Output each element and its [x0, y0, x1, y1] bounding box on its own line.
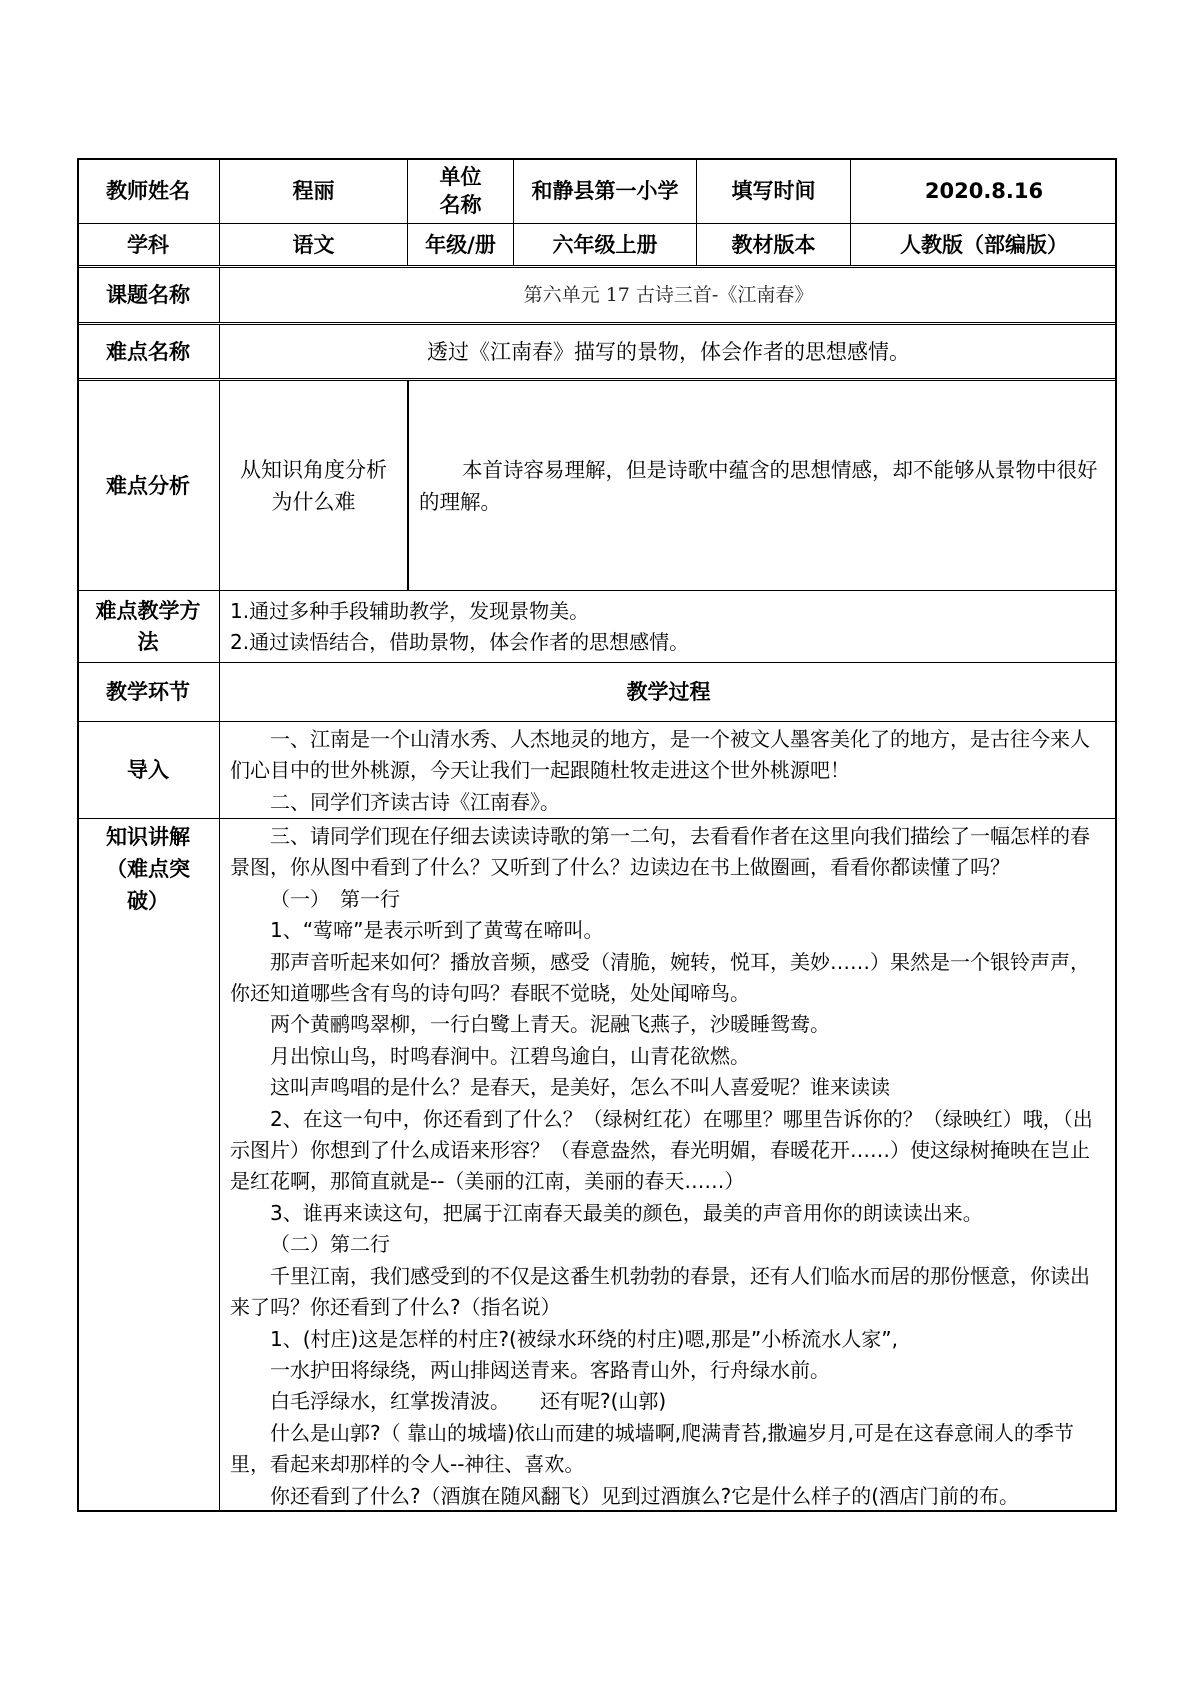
difficulty-label: 难点名称 [77, 325, 220, 378]
method-row [77, 591, 1117, 663]
knowledge-row [77, 819, 1117, 1512]
knowledge-paragraph: 1、(村庄)这是怎样的村庄?(被绿水环绕的村庄)嗯,那是”小桥流水人家”, [270, 1326, 898, 1351]
intro-content [230, 724, 1107, 818]
knowledge-paragraph: 1、“莺啼”是表示听到了黄莺在啼叫。 [270, 918, 604, 943]
grade-label: 年级/册 [408, 224, 514, 265]
knowledge-label-cell [77, 819, 220, 1512]
knowledge-paragraph: 三、请同学们现在仔细去读读诗歌的第一二句，去看看作者在这里向我们描绘了一幅怎样的春景图，你从图中看到了什么？又听到了什么？边读边在书上做圈画，看看你都读懂了吗？ [230, 824, 1090, 880]
knowledge-content [230, 821, 1107, 1512]
knowledge-paragraph: 这叫声鸣唱的是什么？是春天，是美好，怎么不叫人喜爱呢？谁来读读 [270, 1075, 890, 1100]
intro-paragraph: 一、江南是一个山清水秀、人杰地灵的地方，是一个被文人墨客美化了的地方，是古往今来人们心目中的世外桃源，今天让我们一起跟随杜牧走进这个世外桃源吧！ [230, 727, 1090, 783]
knowledge-paragraph: 一水护田将绿绕，两山排闼送青来。客路青山外，行舟绿水前。 [270, 1357, 830, 1382]
knowledge-paragraph: 你还看到了什么?（酒旗在随风翻飞）见到过酒旗么?它是什么样子的(酒店门前的布。 [270, 1483, 1020, 1508]
analysis-sublabel [220, 381, 409, 590]
analysis-label: 难点分析 [77, 381, 220, 590]
topic-row [77, 268, 1117, 325]
unit-name-value: 和静县第一小学 [514, 158, 697, 223]
method-items-list [230, 596, 689, 658]
unit-name-label-text: 单位名称 [439, 164, 482, 217]
method-label [77, 591, 220, 662]
analysis-value: 本首诗容易理解，但是诗歌中蕴含的思想情感，却不能够从景物中很好的理解。 [419, 457, 1098, 514]
knowledge-paragraph: 3、谁再来读这句，把属于江南春天最美的颜色，最美的声音用你的朗读读出来。 [270, 1200, 983, 1225]
method-item: 2.通过读悟结合，借助景物，体会作者的思想感情。 [230, 629, 690, 654]
intro-row [77, 722, 1117, 819]
analysis-sublabel-text: 从知识角度分析为什么难 [240, 457, 387, 514]
analysis-value-cell [409, 381, 1117, 590]
knowledge-paragraph: 两个黄鹂鸣翠柳，一行白鹭上青天。泥融飞燕子，沙暖睡鸳鸯。 [270, 1012, 830, 1037]
method-label-text: 难点教学方法 [95, 598, 201, 654]
knowledge-paragraph: 月出惊山鸟，时鸣春涧中。江碧鸟逾白，山青花欲燃。 [270, 1043, 750, 1068]
fill-time-value: 2020.8.16 [924, 178, 1044, 203]
process-header-row [77, 663, 1117, 722]
knowledge-subheading: （二）第二行 [270, 1232, 390, 1257]
knowledge-content-cell [220, 819, 1117, 1512]
subject-label: 学科 [77, 224, 220, 265]
method-item: 1.通过多种手段辅助教学，发现景物美。 [230, 598, 590, 623]
teacher-name-value: 程丽 [220, 158, 408, 223]
intro-content-cell [220, 722, 1117, 818]
process-label: 教学过程 [626, 680, 711, 704]
edition-label: 教材版本 [697, 224, 851, 265]
process-step-label: 教学环节 [77, 663, 220, 721]
knowledge-paragraph: 什么是山郭?（ 靠山的城墙)依山而建的城墙啊,爬满青苔,撒遍岁月,可是在这春意闹人的季节里，看起来却那样的令人--神往、喜欢。 [230, 1420, 1074, 1477]
teacher-name-label: 教师姓名 [77, 158, 220, 223]
fill-time-label: 填写时间 [697, 158, 851, 223]
grade-value: 六年级上册 [514, 224, 697, 265]
knowledge-paragraph: 那声音听起来如何？播放音频，感受（清脆，婉转，悦耳，美妙……）果然是一个银铃声声，你还知道哪些含有鸟的诗句吗？春眠不觉晓，处处闻啼鸟。 [230, 949, 1090, 1006]
knowledge-subheading: （一） 第一行 [270, 886, 400, 911]
subject-value: 语文 [220, 224, 408, 265]
unit-name-label [408, 158, 514, 223]
subject-row [77, 224, 1117, 268]
edition-value: 人教版（部编版） [900, 232, 1068, 257]
knowledge-paragraph: 2、在这一句中，你还看到了什么？（绿树红花）在哪里？哪里告诉你的？（绿映红）哦，（出示图片）你想到了什么成语来形容？（春意盎然，春光明媚，春暖花开……）使这绿树掩映在岂止是红花啊，那简直就是--（美丽的江南，美丽的春天……） [230, 1106, 1093, 1194]
intro-label: 导入 [77, 722, 220, 818]
method-items [220, 591, 1117, 662]
difficulty-value: 透过《江南春》描写的景物，体会作者的思想感情。 [427, 339, 910, 364]
knowledge-paragraph: 千里江南，我们感受到的不仅是这番生机勃勃的春景，还有人们临水而居的那份惬意，你读出来了吗？你还看到了什么?（指名说） [230, 1263, 1090, 1320]
intro-paragraph: 二、同学们齐读古诗《江南春》。 [270, 789, 560, 814]
analysis-row [77, 381, 1117, 591]
topic-label: 课题名称 [77, 268, 220, 322]
knowledge-paragraph: 白毛浮绿水，红掌拨清波。 还有呢?(山郭) [270, 1389, 667, 1414]
difficulty-row [77, 325, 1117, 381]
topic-value: 第六单元 17 古诗三首-《江南春》 [523, 284, 814, 306]
knowledge-label: 知识讲解（难点突破） [106, 825, 190, 913]
header-row [77, 158, 1117, 224]
